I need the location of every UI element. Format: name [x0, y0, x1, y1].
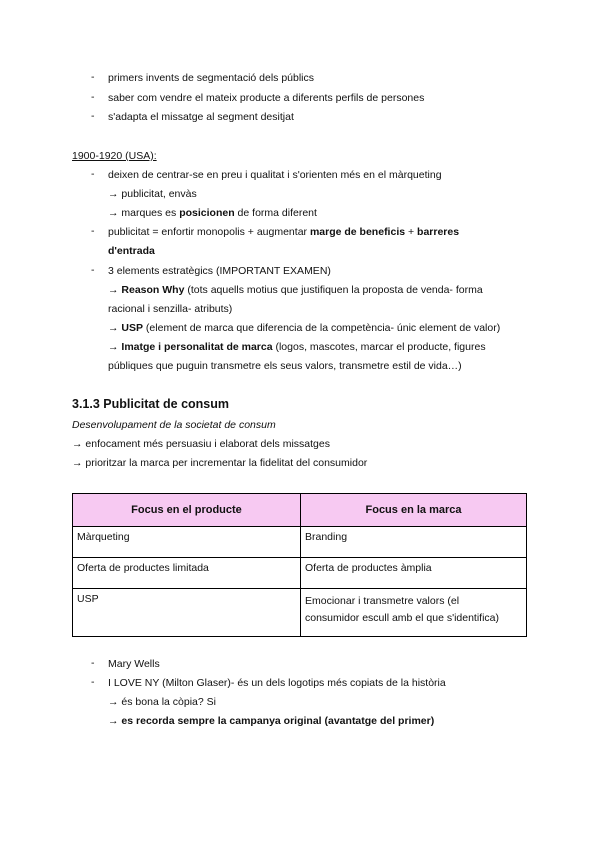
period-sub-1: → publicitat, envàs — [108, 188, 197, 200]
section-title: 3.1.3 Publicitat de consum — [72, 397, 229, 411]
table-cell: Màrqueting — [73, 527, 301, 558]
section-subtitle: Desenvolupament de la societat de consum — [72, 419, 276, 431]
table-header-brand: Focus en la marca — [301, 494, 527, 527]
bullet-dash: - — [91, 91, 95, 103]
usp-line: → USP (element de marca que diferencia de la competència- únic element de valor) — [108, 322, 501, 334]
table-cell-line: consumidor escull amb el que s'identifica) — [305, 612, 500, 624]
brand-image-line-2: públiques que puguin transmetre els seus valors, transmetre estil de vida…) — [108, 360, 462, 372]
outro-sub-1: → és bona la còpia? Si — [108, 696, 216, 708]
bullet-dash: - — [91, 676, 95, 688]
table-cell: USP — [73, 589, 301, 637]
intro-bullet-3: s'adapta el missatge al segment desitjat — [108, 111, 294, 123]
bullet-dash: - — [91, 264, 95, 276]
intro-bullet-2: saber com vendre el mateix producte a diferents perfils de persones — [108, 92, 425, 104]
bullet-dash: - — [91, 657, 95, 669]
bullet-dash: - — [91, 225, 95, 237]
table-row — [73, 558, 527, 589]
period-bullet-2: publicitat = enfortir monopolis + augmentar marge de beneficis + barreres — [108, 226, 460, 238]
table-row — [73, 527, 527, 558]
reason-why-line-2: racional i senzilla- atributs) — [108, 303, 233, 315]
table-header-product: Focus en el producte — [73, 494, 301, 527]
reason-why-line: → Reason Why (tots aquells motius que justifiquen la proposta de venda- forma — [108, 284, 483, 296]
outro-bullet-2: I LOVE NY (Milton Glaser)- és un dels logotips més copiats de la història — [108, 677, 446, 689]
section-line-2: → prioritzar la marca per incrementar la fidelitat del consumidor — [72, 457, 368, 469]
period-bullet-2-cont: d'entrada — [108, 245, 155, 257]
bullet-dash: - — [91, 110, 95, 122]
bullet-dash: - — [91, 71, 95, 83]
period-bullet-1: deixen de centrar-se en preu i qualitat i s'orienten més en el màrqueting — [108, 169, 442, 181]
table-cell: Oferta de productes limitada — [73, 558, 301, 589]
period-bullet-3: 3 elements estratègics (IMPORTANT EXAMEN) — [108, 265, 331, 277]
table-header-row — [73, 494, 527, 527]
section-line-1: → enfocament més persuasiu i elaborat dels missatges — [72, 438, 330, 450]
table-row — [73, 589, 527, 637]
intro-bullet-1: primers invents de segmentació dels públics — [108, 72, 315, 84]
brand-image-line: → Imatge i personalitat de marca (logos, mascotes, marcar el producte, figures — [108, 341, 486, 353]
period-sub-2: → marques es posicionen de forma diferent — [108, 207, 317, 219]
table-cell: Branding — [301, 527, 527, 558]
bullet-dash: - — [91, 168, 95, 180]
table-cell: Oferta de productes àmplia — [301, 558, 527, 589]
outro-sub-2: → es recorda sempre la campanya original (avantatge del primer) — [108, 715, 435, 727]
table-cell — [301, 589, 527, 637]
outro-bullet-1: Mary Wells — [108, 658, 160, 670]
period-title: 1900-1920 (USA): — [72, 150, 157, 162]
focus-table — [72, 493, 527, 637]
table-cell-line: Emocionar i transmetre valors (el — [305, 595, 460, 607]
